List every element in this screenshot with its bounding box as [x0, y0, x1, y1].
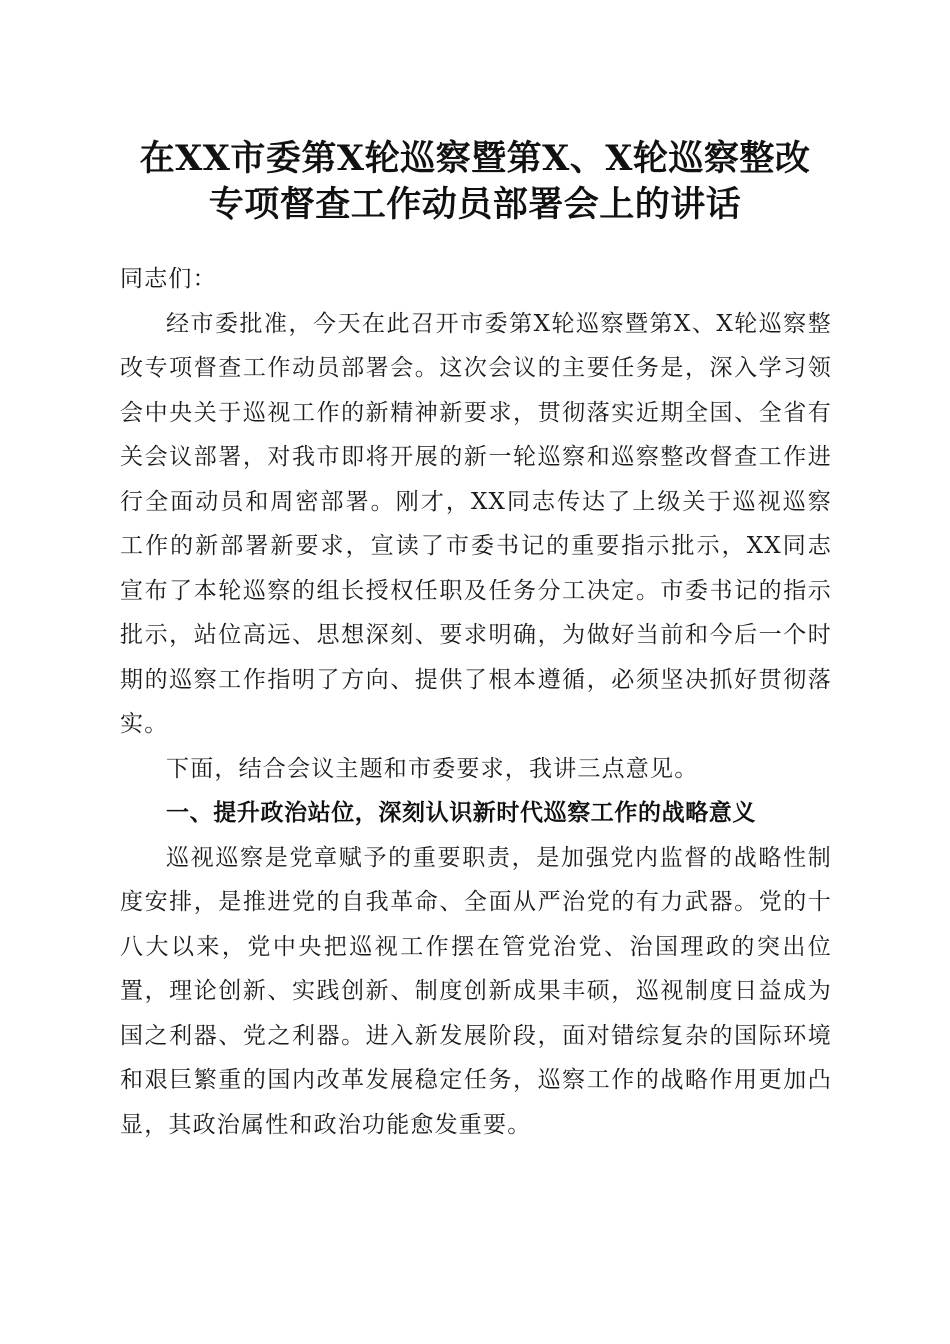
- section-1-paragraph: 巡视巡察是党章赋予的重要职责，是加强党内监督的战略性制度安排，是推进党的自我革命、全面从严治党的有力武器。党的十八大以来，党中央把巡视工作摆在管党治党、治国理政的突出位置，理论创新、实践创新、制度创新成果丰硕，巡视制度日益成为国之利器、党之利器。进入新发展阶段，面对错综复杂的国际环境和艰巨繁重的国内改革发展稳定任务，巡察工作的战略作用更加凸显，其政治属性和政治功能愈发重要。: [120, 844, 832, 1138]
- salutation: 同志们：: [120, 266, 217, 292]
- paragraph-transition: 下面，结合会议主题和市委要求，我讲三点意见。: [166, 755, 699, 782]
- document-title: [60, 136, 890, 228]
- paragraph-opening: 经市委批准，今天在此召开市委第X轮巡察暨第X、X轮巡察整改专项督查工作动员部署会。这次会议的主要任务是，深入学习领会中央关于巡视工作的新精神新要求，贯彻落实近期全国、全省有关会议部署，对我市即将开展的新一轮巡察和巡察整改督查工作进行全面动员和周密部署。刚才，XX同志传达了上级关于巡视巡察工作的新部署新要求，宣读了市委书记的重要指示批示，XX同志宣布了本轮巡察的组长授权任职及任务分工决定。市委书记的指示批示，站位高远、思想深刻、要求明确，为做好当前和今后一个时期的巡察工作指明了方向、提供了根本遵循，必须坚决抓好贯彻落实。: [120, 310, 832, 737]
- document-body: [120, 257, 832, 1147]
- title-line-2: 专项督查工作动员部署会上的讲话: [208, 184, 742, 225]
- title-line-1: 在XX市委第X轮巡察暨第X、X轮巡察整改: [139, 138, 811, 179]
- section-heading-1: 一、提升政治站位，深刻认识新时代巡察工作的战略意义: [166, 800, 756, 826]
